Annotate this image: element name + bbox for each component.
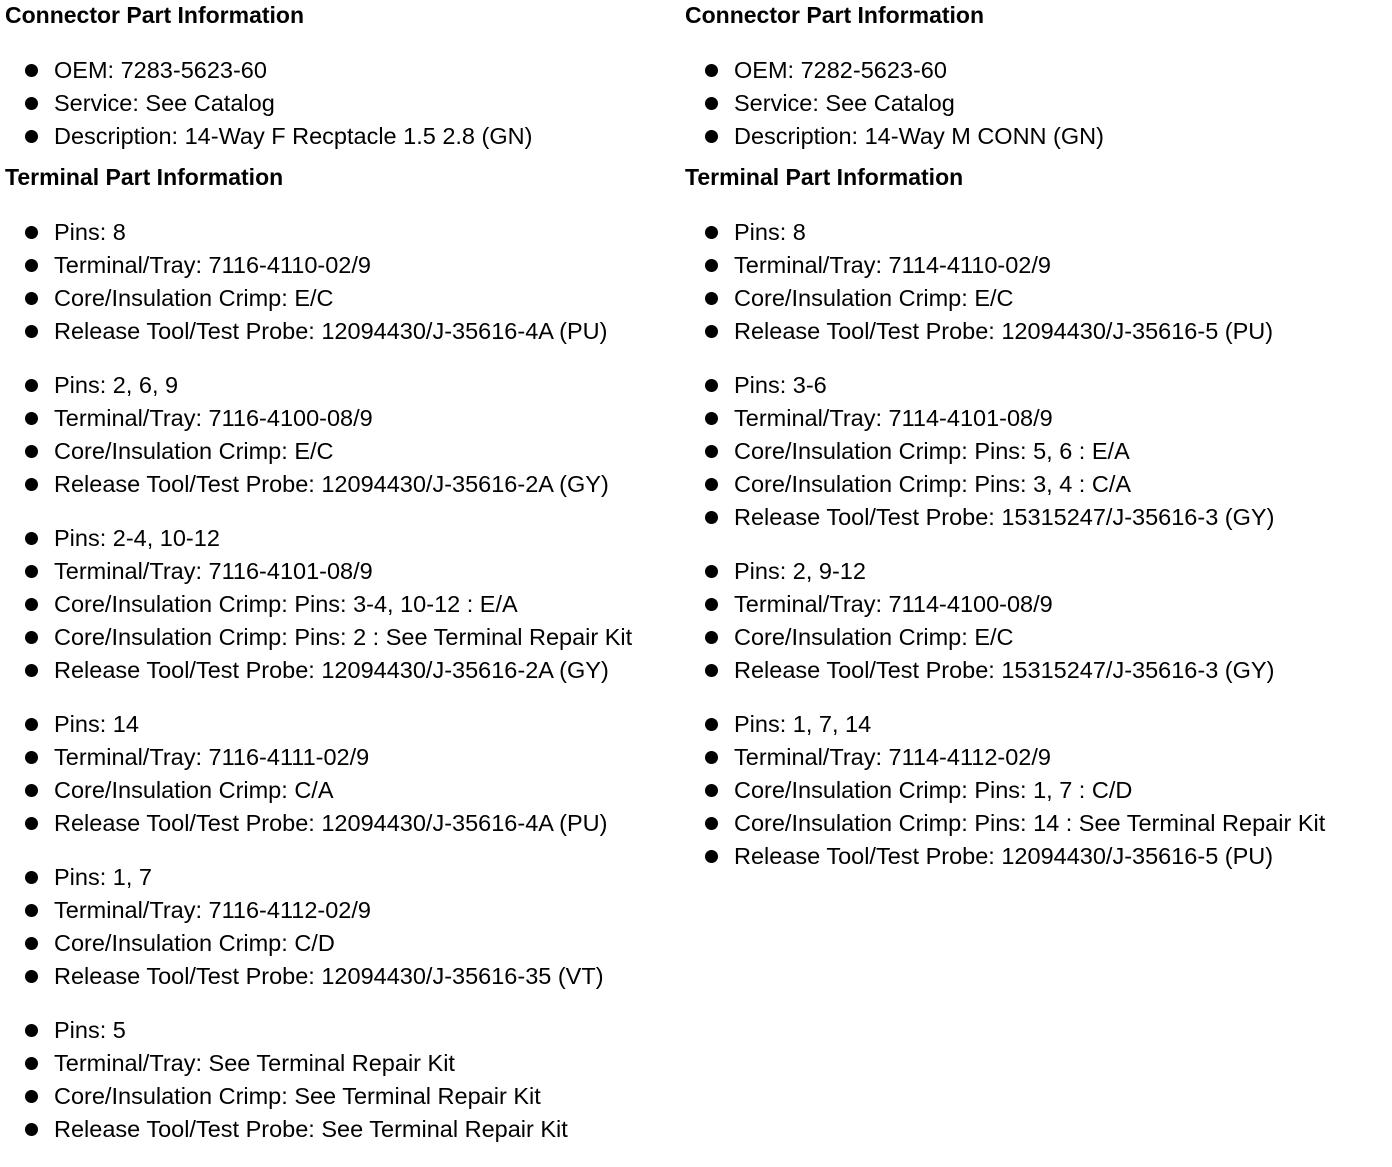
bullet-icon	[25, 97, 38, 110]
list-item-text: Description: 14-Way M CONN (GN)	[734, 123, 1104, 149]
list-item-text: Pins: 8	[734, 219, 806, 245]
bullet-icon	[705, 565, 718, 578]
bullet-icon	[25, 259, 38, 272]
list-item-text: Release Tool/Test Probe: 12094430/J-35616-5 (PU)	[734, 318, 1274, 344]
bullet-icon	[705, 664, 718, 677]
bullet-icon	[25, 871, 38, 884]
list-item	[685, 402, 1385, 435]
list-item-text: Release Tool/Test Probe: 12094430/J-35616-5 (PU)	[734, 843, 1274, 869]
list-item	[685, 54, 1385, 87]
bullet-icon	[705, 850, 718, 863]
bullet-icon	[25, 1090, 38, 1103]
list-item-text: Core/Insulation Crimp: E/C	[734, 624, 1014, 650]
list-item	[5, 249, 685, 282]
list-item	[5, 861, 685, 894]
list-item-text: Core/Insulation Crimp: Pins: 3, 4 : C/A	[734, 471, 1132, 497]
bullet-icon	[705, 598, 718, 611]
terminal-group	[685, 708, 1385, 873]
list-item-text: Pins: 1, 7	[54, 864, 152, 890]
list-item-text: Release Tool/Test Probe: 12094430/J-35616-2A (GY)	[54, 657, 609, 683]
list-item	[5, 282, 685, 315]
terminal-heading: Terminal Part Information	[5, 164, 284, 190]
list-item	[5, 774, 685, 807]
left-column	[5, 0, 685, 1167]
list-item-text: Core/Insulation Crimp: C/A	[54, 777, 334, 803]
list-item	[685, 87, 1385, 120]
list-item-text: Release Tool/Test Probe: 12094430/J-35616-35 (VT)	[54, 963, 604, 989]
list-item	[5, 54, 685, 87]
bullet-icon	[705, 97, 718, 110]
list-item-text: Pins: 1, 7, 14	[734, 711, 872, 737]
list-item-text: Core/Insulation Crimp: E/C	[54, 285, 334, 311]
bullet-icon	[25, 64, 38, 77]
list-item-text: Terminal/Tray: 7114-4101-08/9	[734, 405, 1053, 431]
list-item-text: Terminal/Tray: 7114-4110-02/9	[734, 252, 1051, 278]
bullet-icon	[705, 817, 718, 830]
bullet-icon	[25, 598, 38, 611]
list-item-text: Description: 14-Way F Recptacle 1.5 2.8 (GN)	[54, 123, 533, 149]
connector-info-list	[685, 54, 1385, 153]
list-item-text: Core/Insulation Crimp: Pins: 1, 7 : C/D	[734, 777, 1133, 803]
bullet-icon	[25, 1057, 38, 1070]
list-item	[5, 402, 685, 435]
list-item	[685, 588, 1385, 621]
list-item-text: OEM: 7283-5623-60	[54, 57, 267, 83]
terminal-group	[5, 861, 685, 993]
list-item-text: Terminal/Tray: 7116-4101-08/9	[54, 558, 373, 584]
bullet-icon	[705, 64, 718, 77]
bullet-icon	[705, 751, 718, 764]
right-column	[685, 0, 1385, 894]
list-item	[5, 468, 685, 501]
list-item	[5, 315, 685, 348]
list-item-text: Terminal/Tray: 7116-4110-02/9	[54, 252, 371, 278]
list-item	[685, 249, 1385, 282]
list-item-text: Core/Insulation Crimp: E/C	[54, 438, 334, 464]
terminal-group	[685, 555, 1385, 687]
list-item-text: Release Tool/Test Probe: 12094430/J-35616-4A (PU)	[54, 810, 608, 836]
list-item	[5, 1113, 685, 1146]
list-item	[5, 216, 685, 249]
list-item-text: Pins: 5	[54, 1017, 126, 1043]
bullet-icon	[705, 445, 718, 458]
list-item	[685, 708, 1385, 741]
bullet-icon	[705, 259, 718, 272]
list-item	[5, 555, 685, 588]
list-item-text: Pins: 2, 9-12	[734, 558, 866, 584]
list-item-text: Core/Insulation Crimp: Pins: 5, 6 : E/A	[734, 438, 1130, 464]
bullet-icon	[705, 631, 718, 644]
list-item	[5, 927, 685, 960]
bullet-icon	[705, 412, 718, 425]
list-item	[5, 654, 685, 687]
list-item-text: Release Tool/Test Probe: 12094430/J-35616-2A (GY)	[54, 471, 609, 497]
list-item	[5, 435, 685, 468]
bullet-icon	[25, 565, 38, 578]
bullet-icon	[705, 292, 718, 305]
list-item-text: Pins: 3-6	[734, 372, 827, 398]
terminal-group	[5, 708, 685, 840]
bullet-icon	[25, 292, 38, 305]
list-item	[5, 1047, 685, 1080]
bullet-icon	[705, 130, 718, 143]
list-item-text: Release Tool/Test Probe: 12094430/J-35616-4A (PU)	[54, 318, 608, 344]
list-item-text: Release Tool/Test Probe: 15315247/J-35616-3 (GY)	[734, 504, 1275, 530]
list-item-text: Core/Insulation Crimp: Pins: 3-4, 10-12 : E/A	[54, 591, 518, 617]
bullet-icon	[25, 904, 38, 917]
terminal-heading: Terminal Part Information	[685, 164, 964, 190]
bullet-icon	[25, 1024, 38, 1037]
bullet-icon	[25, 664, 38, 677]
list-item	[685, 807, 1385, 840]
list-item-text: Service: See Catalog	[54, 90, 275, 116]
bullet-icon	[25, 532, 38, 545]
list-item-text: Terminal/Tray: 7114-4112-02/9	[734, 744, 1051, 770]
bullet-icon	[25, 478, 38, 491]
bullet-icon	[25, 718, 38, 731]
list-item	[5, 1014, 685, 1047]
list-item-text: Service: See Catalog	[734, 90, 955, 116]
list-item-text: Pins: 2, 6, 9	[54, 372, 179, 398]
list-item-text: OEM: 7282-5623-60	[734, 57, 947, 83]
list-item	[5, 588, 685, 621]
list-item-text: Core/Insulation Crimp: See Terminal Repair Kit	[54, 1083, 541, 1109]
list-item-text: Terminal/Tray: 7116-4100-08/9	[54, 405, 373, 431]
bullet-icon	[705, 226, 718, 239]
bullet-icon	[705, 478, 718, 491]
list-item	[685, 840, 1385, 873]
list-item-text: Terminal/Tray: See Terminal Repair Kit	[54, 1050, 455, 1076]
bullet-icon	[25, 325, 38, 338]
list-item	[5, 708, 685, 741]
list-item	[5, 894, 685, 927]
terminal-group	[5, 1014, 685, 1146]
terminal-groups	[5, 216, 685, 1146]
bullet-icon	[25, 970, 38, 983]
list-item	[685, 435, 1385, 468]
bullet-icon	[25, 412, 38, 425]
list-item-text: Release Tool/Test Probe: 15315247/J-35616-3 (GY)	[734, 657, 1275, 683]
list-item	[5, 369, 685, 402]
list-item	[5, 522, 685, 555]
bullet-icon	[25, 445, 38, 458]
bullet-icon	[25, 379, 38, 392]
list-item-text: Release Tool/Test Probe: See Terminal Repair Kit	[54, 1116, 568, 1142]
connector-heading: Connector Part Information	[685, 2, 985, 28]
terminal-groups	[685, 216, 1385, 873]
terminal-group	[5, 522, 685, 687]
list-item-text: Core/Insulation Crimp: Pins: 14 : See Terminal Repair Kit	[734, 810, 1326, 836]
list-item-text: Terminal/Tray: 7116-4111-02/9	[54, 744, 370, 770]
list-item-text: Terminal/Tray: 7116-4112-02/9	[54, 897, 371, 923]
list-item	[5, 120, 685, 153]
list-item	[685, 120, 1385, 153]
bullet-icon	[25, 130, 38, 143]
terminal-group	[685, 369, 1385, 534]
list-item-text: Pins: 14	[54, 711, 139, 737]
list-item	[5, 807, 685, 840]
terminal-group	[5, 369, 685, 501]
list-item	[5, 1080, 685, 1113]
bullet-icon	[25, 226, 38, 239]
bullet-icon	[25, 751, 38, 764]
bullet-icon	[25, 937, 38, 950]
list-item-text: Core/Insulation Crimp: C/D	[54, 930, 335, 956]
list-item	[685, 501, 1385, 534]
list-item	[5, 741, 685, 774]
list-item	[5, 87, 685, 120]
list-item-text: Core/Insulation Crimp: Pins: 2 : See Terminal Repair Kit	[54, 624, 633, 650]
list-item	[685, 369, 1385, 402]
list-item	[685, 282, 1385, 315]
terminal-group	[685, 216, 1385, 348]
list-item	[685, 216, 1385, 249]
list-item-text: Pins: 8	[54, 219, 126, 245]
bullet-icon	[705, 379, 718, 392]
list-item	[685, 621, 1385, 654]
list-item	[685, 555, 1385, 588]
list-item	[685, 774, 1385, 807]
list-item	[685, 468, 1385, 501]
bullet-icon	[25, 1123, 38, 1136]
bullet-icon	[705, 325, 718, 338]
bullet-icon	[705, 511, 718, 524]
bullet-icon	[705, 718, 718, 731]
list-item-text: Core/Insulation Crimp: E/C	[734, 285, 1014, 311]
connector-info-list	[5, 54, 685, 153]
bullet-icon	[25, 631, 38, 644]
list-item-text: Terminal/Tray: 7114-4100-08/9	[734, 591, 1053, 617]
bullet-icon	[25, 784, 38, 797]
list-item	[685, 741, 1385, 774]
list-item	[5, 960, 685, 993]
list-item	[685, 654, 1385, 687]
terminal-group	[5, 216, 685, 348]
list-item-text: Pins: 2-4, 10-12	[54, 525, 220, 551]
list-item	[5, 621, 685, 654]
connector-heading: Connector Part Information	[5, 2, 305, 28]
bullet-icon	[25, 817, 38, 830]
bullet-icon	[705, 784, 718, 797]
list-item	[685, 315, 1385, 348]
